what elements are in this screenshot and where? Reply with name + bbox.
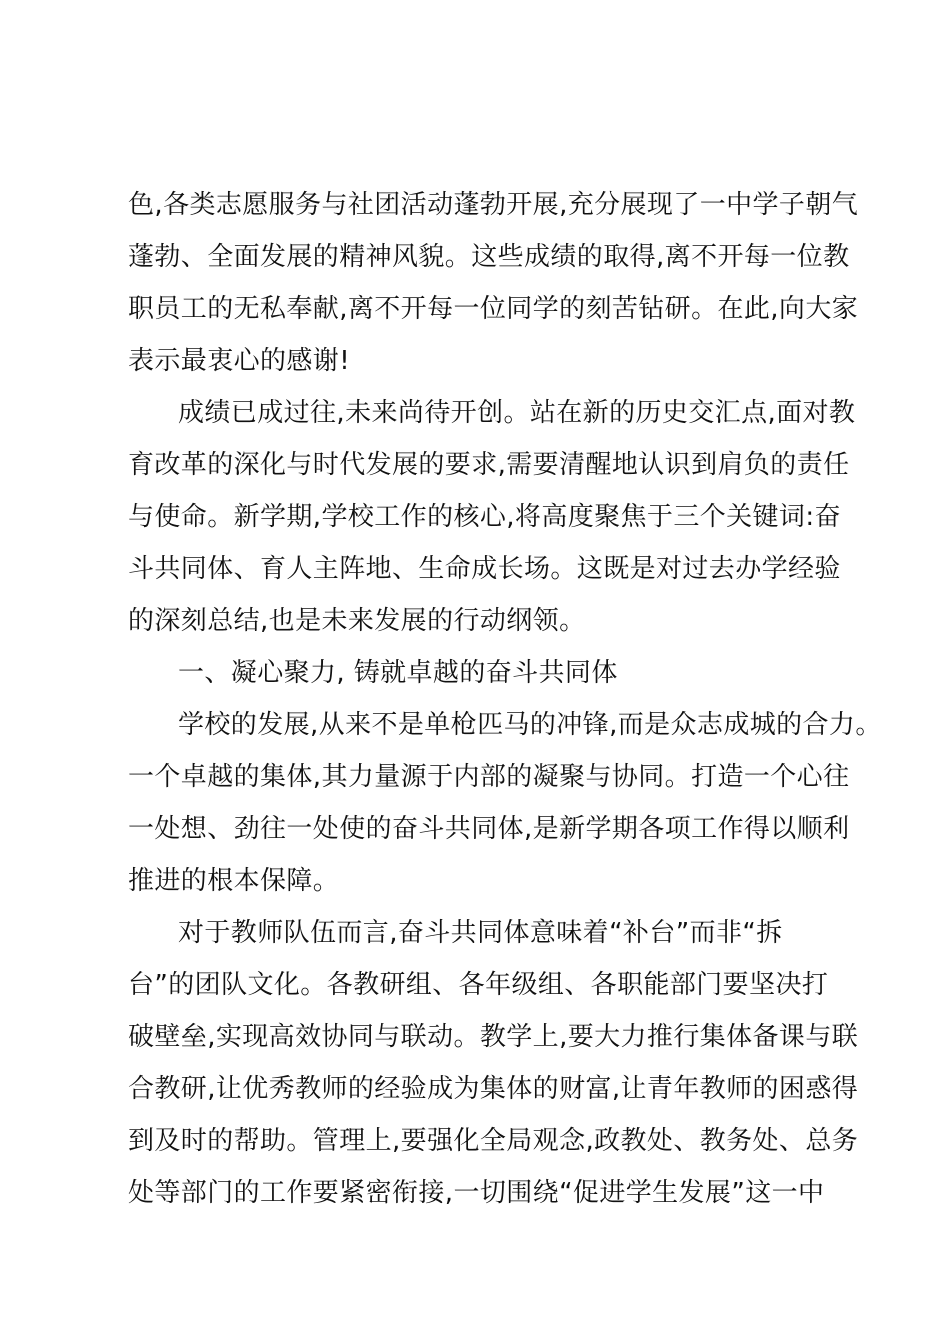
text-line: 职员工的无私奉献,离不开每一位同学的刻苦钻研。在此,向大家 bbox=[128, 294, 859, 324]
text-line: 处等部门的工作要紧密衔接,一切围绕“促进学生发展”这一中 bbox=[128, 1178, 825, 1208]
paragraph-start-line: 对于教师队伍而言,奋斗共同体意味着“补台”而非“拆 bbox=[178, 918, 783, 948]
paragraph-start-line: 学校的发展,从来不是单枪匹马的冲锋,而是众志成城的合力。 bbox=[178, 710, 882, 740]
text-line: 一处想、劲往一处使的奋斗共同体,是新学期各项工作得以顺利 bbox=[128, 814, 850, 844]
text-line: 表示最衷心的感谢! bbox=[128, 346, 351, 376]
paragraph-start-line: 成绩已成过往,未来尚待开创。站在新的历史交汇点,面对教 bbox=[178, 398, 856, 428]
section-heading: 一、凝心聚力, 铸就卓越的奋斗共同体 bbox=[178, 658, 618, 688]
text-line: 破壁垒,实现高效协同与联动。教学上,要大力推行集体备课与联 bbox=[128, 1022, 859, 1052]
text-line: 一个卓越的集体,其力量源于内部的凝聚与协同。打造一个心往 bbox=[128, 762, 850, 792]
text-line: 到及时的帮助。管理上,要强化全局观念,政教处、教务处、总务 bbox=[128, 1126, 859, 1156]
text-line: 台”的团队文化。各教研组、各年级组、各职能部门要坚决打 bbox=[128, 970, 829, 1000]
text-line: 与使命。新学期,学校工作的核心,将高度聚焦于三个关键词:奋 bbox=[128, 502, 841, 532]
text-line: 斗共同体、育人主阵地、生命成长场。这既是对过去办学经验 bbox=[128, 554, 841, 584]
text-line: 色,各类志愿服务与社团活动蓬勃开展,充分展现了一中学子朝气 bbox=[128, 190, 859, 220]
text-line: 推进的根本保障。 bbox=[128, 866, 340, 896]
text-line: 合教研,让优秀教师的经验成为集体的财富,让青年教师的困惑得 bbox=[128, 1074, 859, 1104]
text-line: 的深刻总结,也是未来发展的行动纲领。 bbox=[128, 606, 586, 636]
text-line: 育改革的深化与时代发展的要求,需要清醒地认识到肩负的责任 bbox=[128, 450, 850, 480]
text-line: 蓬勃、全面发展的精神风貌。这些成绩的取得,离不开每一位教 bbox=[128, 242, 850, 272]
